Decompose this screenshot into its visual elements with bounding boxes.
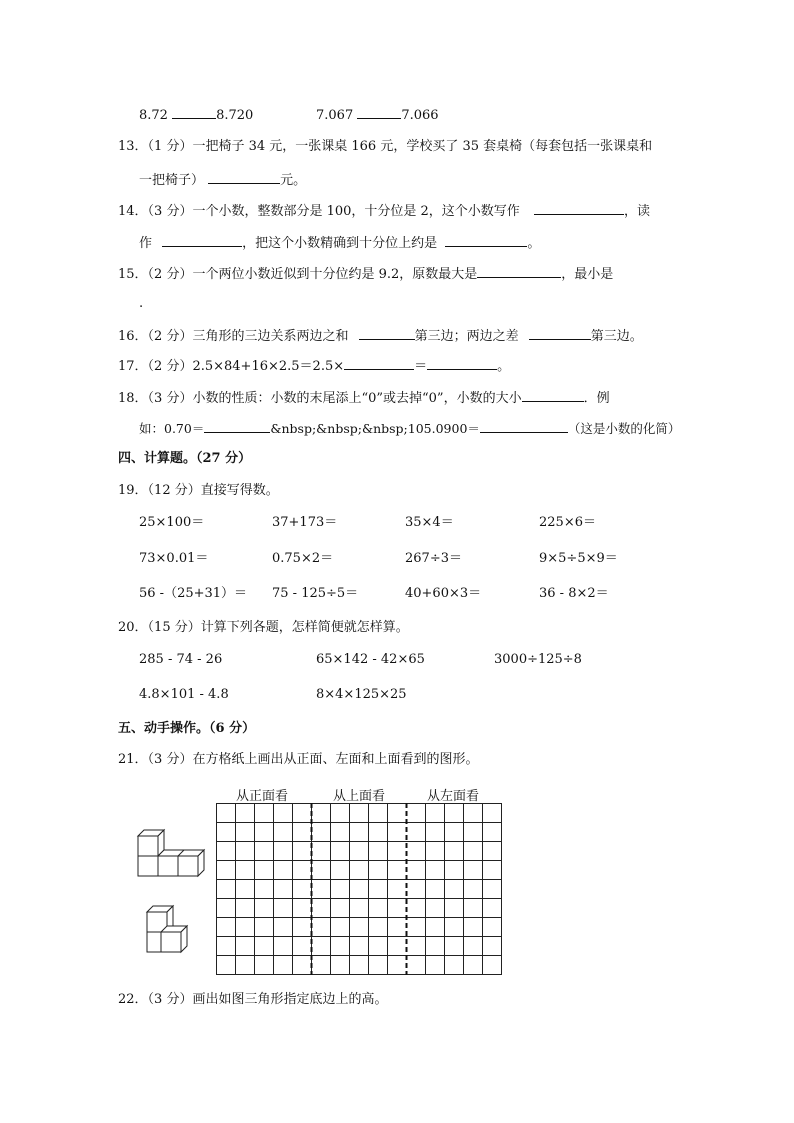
compare-b-right: 7.066: [401, 108, 439, 123]
q17-blank-2[interactable]: [427, 357, 497, 370]
q14-line1: [118, 202, 650, 220]
q15-text-a: 15．（2 分）一个两位小数近似到十分位约是 9.2，原数最大是: [118, 267, 478, 282]
q20-cell: 8×4×125×25: [316, 687, 407, 702]
q17-text-b: ＝: [414, 359, 428, 374]
q16-blank-diff[interactable]: [529, 327, 591, 340]
q20-title: 20．（15 分）计算下列各题，怎样简便就怎样算。: [118, 620, 409, 635]
compare-b-left: 7.067: [316, 108, 354, 123]
q14-blank-read[interactable]: [162, 234, 242, 247]
q19-cell: 75 - 125÷5＝: [272, 586, 359, 601]
q14-text-e: 。: [527, 236, 541, 251]
q17-text-c: 。: [497, 359, 511, 374]
q13-text-a: 一把椅子）: [139, 173, 205, 188]
q15-line2: .: [139, 296, 144, 311]
compare-a-right: 8.720: [216, 108, 254, 123]
q13-line2: [139, 171, 306, 189]
q15-blank-max[interactable]: [477, 265, 561, 278]
q14-text-a: 14．（3 分）一个小数，整数部分是 100，十分位是 2，这个小数写作: [118, 204, 520, 219]
q16-text-b: 第三边；两边之差: [414, 329, 519, 344]
q19-cell: 36 - 8×2＝: [539, 586, 609, 601]
q16-text-c: 第三边。: [590, 329, 643, 344]
section-4-heading: 四、计算题。（27 分）: [118, 451, 252, 466]
grid-label-front: 从正面看: [236, 789, 289, 804]
q19-cell: 267÷3＝: [405, 551, 462, 566]
q15-text-b: ，最小是: [561, 267, 614, 282]
q16-text-a: 16．（2 分）三角形的三边关系两边之和: [118, 329, 349, 344]
q13-text-b: 元。: [280, 173, 307, 188]
compare-b-blank[interactable]: [357, 106, 401, 119]
q14-blank-round[interactable]: [445, 234, 527, 247]
square-grid[interactable]: [216, 803, 506, 979]
q19-cell: 225×6＝: [539, 515, 596, 530]
q18-blank-105[interactable]: [480, 420, 568, 433]
q18-text-d: &nbsp;&nbsp;&nbsp;105.0900＝: [270, 421, 480, 436]
q13-line1: 13．（1 分）一把椅子 34 元，一张课桌 166 元，学校买了 35 套桌椅（每套包括一张课桌和: [118, 139, 653, 154]
q20-cell: 65×142 - 42×65: [316, 652, 425, 667]
q14-text-d: ，把这个小数精确到十分位上约是: [242, 236, 438, 251]
q14-text-c: 作: [139, 236, 153, 251]
q18-text-e: （这是小数的化简）: [567, 421, 681, 436]
q19-cell: 9×5÷5×9＝: [539, 551, 618, 566]
q19-cell: 35×4＝: [405, 515, 454, 530]
q17-blank-1[interactable]: [344, 357, 414, 370]
compare-a-blank[interactable]: [172, 106, 216, 119]
q18-line2: [139, 420, 680, 437]
q18-text-c: 如：0.70＝: [139, 421, 205, 436]
q16-blank-sum[interactable]: [359, 327, 415, 340]
compare-row: [139, 106, 253, 124]
grid-label-top: 从上面看: [333, 789, 386, 804]
cube-figure-l-shape: [134, 826, 206, 878]
q14-blank-write[interactable]: [534, 202, 624, 215]
q18-text-a: 18．（3 分）小数的性质：小数的末尾添上“0”或去掉“0”，小数的大小: [118, 391, 522, 406]
q19-cell: 0.75×2＝: [272, 551, 334, 566]
q17-text-a: 17．（2 分）2.5×84+16×2.5＝2.5×: [118, 359, 345, 374]
q17-line: [118, 357, 510, 375]
q13-answer-blank[interactable]: [208, 171, 280, 184]
q19-title: 19．（12 分）直接写得数。: [118, 483, 279, 498]
q18-blank-size[interactable]: [522, 389, 584, 402]
cube-figure-stack: [143, 902, 195, 954]
q16-line: [118, 327, 643, 345]
q15-line1: [118, 265, 613, 283]
q20-cell: 3000÷125÷8: [494, 652, 582, 667]
q14-text-b: ，读: [623, 204, 650, 219]
q19-cell: 25×100＝: [139, 515, 205, 530]
q18-blank-070[interactable]: [204, 420, 270, 433]
q18-text-b: ．例: [583, 391, 610, 406]
section-5-heading: 五、动手操作。（6 分）: [118, 721, 256, 736]
q20-cell: 285 - 74 - 26: [139, 652, 223, 667]
grid-label-left: 从左面看: [427, 789, 480, 804]
q20-cell: 4.8×101 - 4.8: [139, 687, 229, 702]
q19-cell: 73×0.01＝: [139, 551, 209, 566]
q18-line1: [118, 389, 610, 407]
q19-cell: 40+60×3＝: [405, 586, 482, 601]
q19-cell: 37+173＝: [272, 515, 338, 530]
q21-title: 21．（3 分）在方格纸上画出从正面、左面和上面看到的图形。: [118, 752, 479, 767]
q19-cell: 56 -（25+31）＝: [139, 586, 248, 601]
q22-title: 22．（3 分）画出如图三角形指定底边上的高。: [118, 992, 388, 1007]
q14-line2: [139, 234, 540, 252]
compare-a-left: 8.72: [139, 108, 168, 123]
compare-row-b: [316, 106, 439, 124]
